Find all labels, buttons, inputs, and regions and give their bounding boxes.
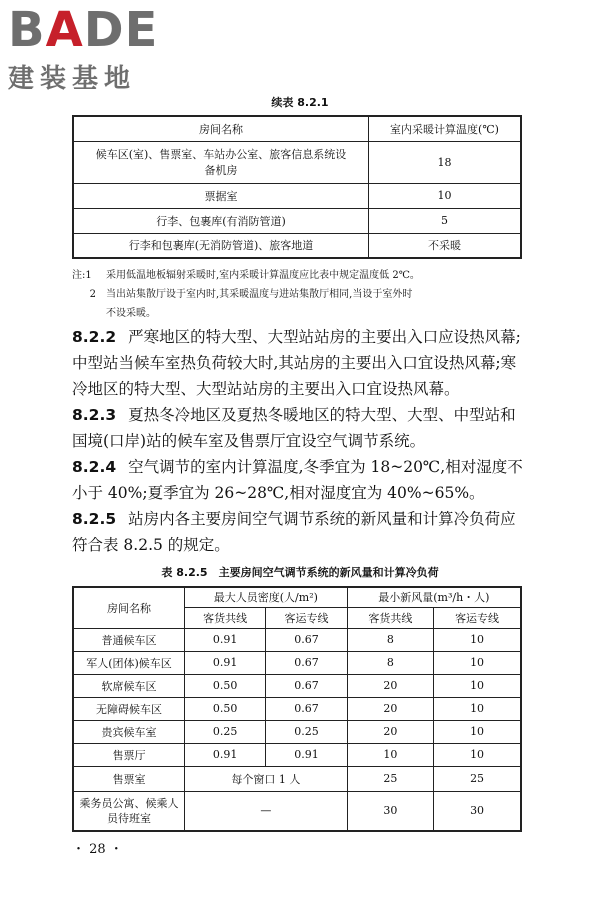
subheader-passenger-line: 客运专线 bbox=[266, 607, 347, 628]
logo-subtitle: 建装基地 bbox=[8, 64, 137, 94]
header-heating-temp: 室内采暖计算温度(℃) bbox=[369, 116, 522, 141]
subheader-mixed-line: 客货共线 bbox=[185, 607, 266, 628]
clause-number: 8.2.2 bbox=[72, 328, 117, 346]
brand-logo bbox=[8, 2, 159, 95]
note-label: 注:1 bbox=[72, 270, 92, 281]
density-merged-cell: — bbox=[185, 791, 348, 831]
clause-text: 夏热冬冷地区及夏热冬暖地区的特大型、大型、中型站和国境(口岸)站的候车室及售票厅宜设空气调节系统。 bbox=[72, 406, 516, 450]
fresh-air-cell: 10 bbox=[434, 720, 521, 743]
table-row bbox=[73, 766, 521, 791]
table-row bbox=[73, 720, 521, 743]
table-row bbox=[73, 674, 521, 697]
subheader-mixed-line: 客货共线 bbox=[347, 607, 433, 628]
table1-caption: 续表 8.2.1 bbox=[271, 96, 329, 109]
table-row bbox=[73, 183, 521, 208]
temperature-cell: 5 bbox=[369, 208, 522, 233]
table-row bbox=[73, 628, 521, 651]
heating-temperature-table bbox=[72, 115, 522, 259]
header-min-fresh-air: 最小新风量(m³/h・人) bbox=[347, 587, 521, 607]
density-merged-cell: 每个窗口 1 人 bbox=[185, 766, 348, 791]
note-label: 2 bbox=[89, 289, 96, 300]
fresh-air-cell: 25 bbox=[434, 766, 521, 791]
note-2 bbox=[72, 285, 532, 304]
room-name-cell: 军人(团体)候车区 bbox=[73, 651, 185, 674]
table-row bbox=[73, 697, 521, 720]
fresh-air-cell: 30 bbox=[347, 791, 433, 831]
clause-8-2-3 bbox=[72, 402, 528, 454]
room-name-cell: 售票室 bbox=[73, 766, 185, 791]
room-name-cell: 售票厅 bbox=[73, 743, 185, 766]
fresh-air-cell: 20 bbox=[347, 720, 433, 743]
table-row bbox=[73, 233, 521, 258]
density-cell: 0.91 bbox=[185, 743, 266, 766]
room-name-cell: 行李、包裹库(有消防管道) bbox=[73, 208, 369, 233]
room-name-cell: 普通候车区 bbox=[73, 628, 185, 651]
fresh-air-cell: 8 bbox=[347, 651, 433, 674]
temperature-cell: 10 bbox=[369, 183, 522, 208]
fresh-air-cell: 10 bbox=[434, 628, 521, 651]
density-cell: 0.25 bbox=[266, 720, 347, 743]
clause-8-2-5 bbox=[72, 506, 528, 558]
clause-8-2-2 bbox=[72, 324, 528, 402]
clause-number: 8.2.4 bbox=[72, 458, 117, 476]
clause-text: 站房内各主要房间空气调节系统的新风量和计算冷负荷应符合表 8.2.5 的规定。 bbox=[72, 510, 516, 554]
density-cell: 0.91 bbox=[185, 628, 266, 651]
fresh-air-cell: 10 bbox=[434, 743, 521, 766]
page-number: ・ 28 ・ bbox=[72, 842, 123, 857]
table-header-row bbox=[73, 587, 521, 607]
table-row bbox=[73, 141, 521, 183]
header-room-name: 房间名称 bbox=[73, 587, 185, 628]
logo-wordmark: BADE bbox=[8, 2, 159, 58]
table-row bbox=[73, 208, 521, 233]
clause-body bbox=[72, 324, 528, 558]
table-row bbox=[73, 791, 521, 831]
table2-caption: 表 8.2.5 主要房间空气调节系统的新风量和计算冷负荷 bbox=[161, 566, 439, 579]
fresh-air-cell: 10 bbox=[434, 674, 521, 697]
note-2-continuation: 不设采暖。 bbox=[106, 308, 156, 319]
table-header-row bbox=[73, 116, 521, 141]
room-name-cell: 行李和包裹库(无消防管道)、旅客地道 bbox=[73, 233, 369, 258]
room-name-cell: 候车区(室)、售票室、车站办公室、旅客信息系统设备机房 bbox=[73, 141, 369, 183]
header-max-density: 最大人员密度(人/m²) bbox=[185, 587, 348, 607]
room-name-cell: 软席候车区 bbox=[73, 674, 185, 697]
temperature-cell: 18 bbox=[369, 141, 522, 183]
table-row bbox=[73, 743, 521, 766]
fresh-air-cell: 10 bbox=[434, 697, 521, 720]
header-room-name: 房间名称 bbox=[73, 116, 369, 141]
fresh-air-cell: 10 bbox=[347, 743, 433, 766]
clause-number: 8.2.5 bbox=[72, 510, 117, 528]
note-1 bbox=[72, 266, 532, 285]
clause-number: 8.2.3 bbox=[72, 406, 117, 424]
fresh-air-cell: 30 bbox=[434, 791, 521, 831]
subheader-passenger-line: 客运专线 bbox=[434, 607, 521, 628]
density-cell: 0.67 bbox=[266, 674, 347, 697]
density-cell: 0.67 bbox=[266, 628, 347, 651]
room-name-cell: 无障碍候车区 bbox=[73, 697, 185, 720]
density-cell: 0.91 bbox=[185, 651, 266, 674]
density-cell: 0.50 bbox=[185, 697, 266, 720]
air-conditioning-table bbox=[72, 586, 522, 832]
fresh-air-cell: 20 bbox=[347, 674, 433, 697]
note-text: 当出站集散厅设于室内时,其采暖温度与进站集散厅相同,当设于室外时 bbox=[106, 289, 413, 300]
table-row bbox=[73, 651, 521, 674]
clause-8-2-4 bbox=[72, 454, 528, 506]
clause-text: 空气调节的室内计算温度,冬季宜为 18~20℃,相对湿度不小于 40%;夏季宜为 26~28℃,相对湿度宜为 40%~65%。 bbox=[72, 458, 523, 502]
fresh-air-cell: 20 bbox=[347, 697, 433, 720]
note-text: 采用低温地板辐射采暖时,室内采暖计算温度应比表中规定温度低 2℃。 bbox=[106, 270, 420, 281]
density-cell: 0.67 bbox=[266, 697, 347, 720]
room-name-cell: 票据室 bbox=[73, 183, 369, 208]
density-cell: 0.50 bbox=[185, 674, 266, 697]
fresh-air-cell: 8 bbox=[347, 628, 433, 651]
room-name-cell: 乘务员公寓、候乘人员待班室 bbox=[73, 791, 185, 831]
fresh-air-cell: 25 bbox=[347, 766, 433, 791]
temperature-cell: 不采暖 bbox=[369, 233, 522, 258]
room-name-cell: 贵宾候车室 bbox=[73, 720, 185, 743]
clause-text: 严寒地区的特大型、大型站站房的主要出入口应设热风幕;中型站当候车室热负荷较大时,其站房的主要出入口宜设热风幕;寒冷地区的特大型、大型站站房的主要出入口宜设热风幕。 bbox=[72, 328, 521, 398]
density-cell: 0.25 bbox=[185, 720, 266, 743]
fresh-air-cell: 10 bbox=[434, 651, 521, 674]
density-cell: 0.91 bbox=[266, 743, 347, 766]
table-notes bbox=[72, 266, 532, 323]
density-cell: 0.67 bbox=[266, 651, 347, 674]
